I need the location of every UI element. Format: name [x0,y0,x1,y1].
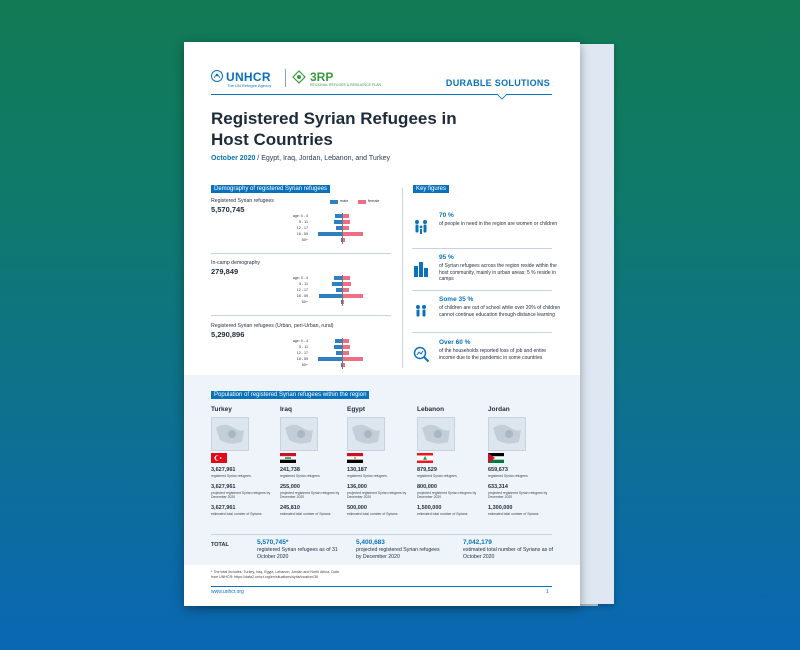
country-registered-label: registered Syrian refugees [211,474,251,478]
country-map [280,417,318,451]
subtitle-countries: / Egypt, Iraq, Jordan, Lebanon, and Turkey [255,155,390,162]
total-footnote: * The total includes: Turkey, Iraq, Egypt, Lebanon, Jordan and North Africa. Data from UNHCR: https://data2.unhcr.org/en/situations/syria/location/36 [211,570,339,579]
key-figure-text: of children are out of school while over 20% of children cannot continue education through distance learning [439,305,561,318]
column-divider [402,188,403,368]
country-map [488,417,526,451]
footer-rule [211,586,552,587]
egypt-flag-icon [347,450,363,460]
country-name: Jordan [488,406,510,413]
legend-male-label: male [340,199,349,203]
demography-section-title: Demography of registered Syrian refugees [211,185,330,193]
country-total-value: 1,500,000 [417,505,442,511]
age-group-label: 5 - 11 [299,219,308,224]
3rp-logo-icon [292,70,306,84]
demography-block-label: In-camp demography [211,260,261,266]
age-group-label: age: 0 - 4 [292,275,308,280]
iraq-flag-icon [280,450,296,460]
turkey-flag-icon [211,450,227,460]
country-registered-value: 130,187 [347,467,367,473]
key-figures-section-title: Key figures [413,185,449,193]
bar-male [332,282,342,286]
total-label: TOTAL [211,542,229,548]
bar-female [343,300,344,304]
country-registered-label: registered Syrian refugees [417,474,457,478]
country-total-value: 3,627,961 [211,505,236,511]
lebanon-flag-icon [417,450,433,460]
age-group-label: 5 - 11 [299,344,308,349]
key-figure-text: of people in need in the region are women or children [439,221,558,227]
key-figure-value: 95 % [439,254,454,261]
age-group-label: 18 - 59 [296,293,308,298]
country-total-label: estimated total number of Syrians [280,512,331,516]
country-total-label: estimated total number of Syrians [347,512,398,516]
unhcr-logo-icon [211,70,223,82]
country-projected-value: 255,000 [280,484,300,490]
bar-female [343,345,350,349]
bar-male [334,220,342,224]
bar-female [343,351,349,355]
population-section-title: Population of registered Syrian refugees within the region [211,391,369,399]
country-map [347,417,385,451]
country-registered-label: registered Syrian refugees [280,474,320,478]
country-total-label: estimated total number of Syrians [211,512,262,516]
family-icon [412,218,430,236]
age-group-label: 18 - 59 [296,356,308,361]
age-group-label: 18 - 59 [296,231,308,236]
country-map [211,417,249,451]
age-group-label: 12 - 17 [296,350,308,355]
key-figure-separator [412,332,552,333]
age-group-label: 12 - 17 [296,225,308,230]
magnifier-chart-icon [412,345,430,363]
demography-block-label: Registered Syrian refugees (Urban, peri-Urban, rural) [211,323,334,329]
bar-male [334,276,342,280]
country-projected-value: 3,627,961 [211,484,236,490]
age-group-label: 60+ [301,299,308,304]
key-figure-text: of the households reported loss of job and entire income due to the pandemic in some countries [439,348,547,361]
unhcr-logo-sub: The UN Refugee Agency [227,83,272,88]
country-projected-value: 136,000 [347,484,367,490]
document-page [184,42,580,606]
bar-female [343,226,349,230]
country-registered-label: registered Syrian refugees [347,474,387,478]
bar-female [343,294,363,298]
country-registered-value: 241,738 [280,467,300,473]
bar-female [343,288,349,292]
country-name: Turkey [211,406,232,413]
total-registered-value: 5,570,745* [257,539,289,546]
population-section-bg [184,375,580,565]
age-group-label: 60+ [301,237,308,242]
bar-female [343,238,345,242]
country-total-value: 245,810 [280,505,300,511]
key-figure-text: of Syrian refugees across the region reside within the host community, mainly in urban areas; 5 % reside in camps [439,263,557,282]
country-projected-label: projected registered Syrian refugees by December 2020 [488,491,548,499]
country-total-label: estimated total number of Syrians [488,512,539,516]
key-figure-separator [412,290,552,291]
country-registered-value: 879,529 [417,467,437,473]
bar-male [335,339,342,343]
age-group-label: 60+ [301,362,308,367]
bar-male [318,232,342,236]
total-projected-label: projected registered Syrian refugees by December 2020 [356,547,440,560]
total-estimated-value: 7,042,179 [463,539,492,546]
country-projected-value: 633,314 [488,484,508,490]
bar-female [343,282,351,286]
footer-page-number: 1 [546,589,549,595]
bar-male [335,214,342,218]
demography-block-value: 279,849 [211,267,239,276]
demography-block-value: 5,570,745 [211,205,245,214]
country-projected-label: projected registered Syrian refugees by December 2020 [347,491,407,499]
logo-divider [285,69,286,87]
country-projected-label: projected registered Syrian refugees by December 2020 [211,491,271,499]
country-projected-label: projected registered Syrian refugees by December 2020 [417,491,477,499]
age-group-label: age: 0 - 4 [292,338,308,343]
3rp-logo-text: 3RP [310,70,334,84]
country-registered-value: 3,627,961 [211,467,236,473]
country-total-value: 500,000 [347,505,367,511]
age-group-label: 5 - 11 [299,281,308,286]
key-figure-value: Some 35 % [439,296,474,303]
series-label: DURABLE SOLUTIONS [445,78,550,88]
age-group-label: age: 0 - 4 [292,213,308,218]
city-icon [412,260,430,278]
country-projected-label: projected registered Syrian refugees by December 2020 [280,491,340,499]
3rp-logo-sub: REGIONAL REFUGEE & RESILIENCE PLAN [310,83,382,87]
country-name: Iraq [280,406,292,413]
demography-block-label: Registered Syrian refugees [211,198,274,204]
children-icon [412,302,430,320]
pyramid-axis [342,213,343,244]
total-rule [211,534,552,535]
legend-male-swatch [330,200,338,204]
total-projected-value: 5,400,683 [356,539,385,546]
footer-url[interactable]: www.unhcr.org [211,589,244,595]
bar-female [343,363,345,367]
total-registered-label: registered Syrian refugees as of 31 October 2020 [257,547,338,560]
bar-male [334,345,342,349]
country-registered-label: registered Syrian refugees [488,474,528,478]
key-figure-separator [412,248,552,249]
country-name: Egypt [347,406,366,413]
total-estimated-label: estimated total number of Syrians as of October 2020 [463,547,553,560]
key-figure-value: Over 60 % [439,339,471,346]
legend-female-label: female [368,199,380,203]
country-name: Lebanon [417,406,445,413]
country-total-label: estimated total number of Syrians [417,512,468,516]
country-projected-value: 800,000 [417,484,437,490]
page-subtitle [211,155,390,162]
demography-block-value: 5,290,896 [211,330,245,339]
bar-female [343,214,349,218]
bar-female [343,232,363,236]
bar-female [343,220,350,224]
legend-female-swatch [358,200,366,204]
bar-female [343,357,363,361]
country-map [417,417,455,451]
bar-female [343,276,350,280]
block-separator [211,315,391,316]
subtitle-date: October 2020 [211,155,256,162]
bar-male [319,294,342,298]
pyramid-axis [342,338,343,369]
bar-male [318,357,342,361]
block-separator [211,253,391,254]
key-figure-value: 70 % [439,212,454,219]
country-registered-value: 659,673 [488,467,508,473]
country-total-value: 1,300,000 [488,505,513,511]
bar-female [343,339,349,343]
age-group-label: 12 - 17 [296,287,308,292]
jordan-flag-icon [488,450,504,460]
pyramid-axis [342,275,343,306]
header-notch-icon [497,94,507,100]
page-title: Registered Syrian Refugees in Host Countries [211,109,457,149]
unhcr-logo-text: UNHCR [226,70,271,84]
